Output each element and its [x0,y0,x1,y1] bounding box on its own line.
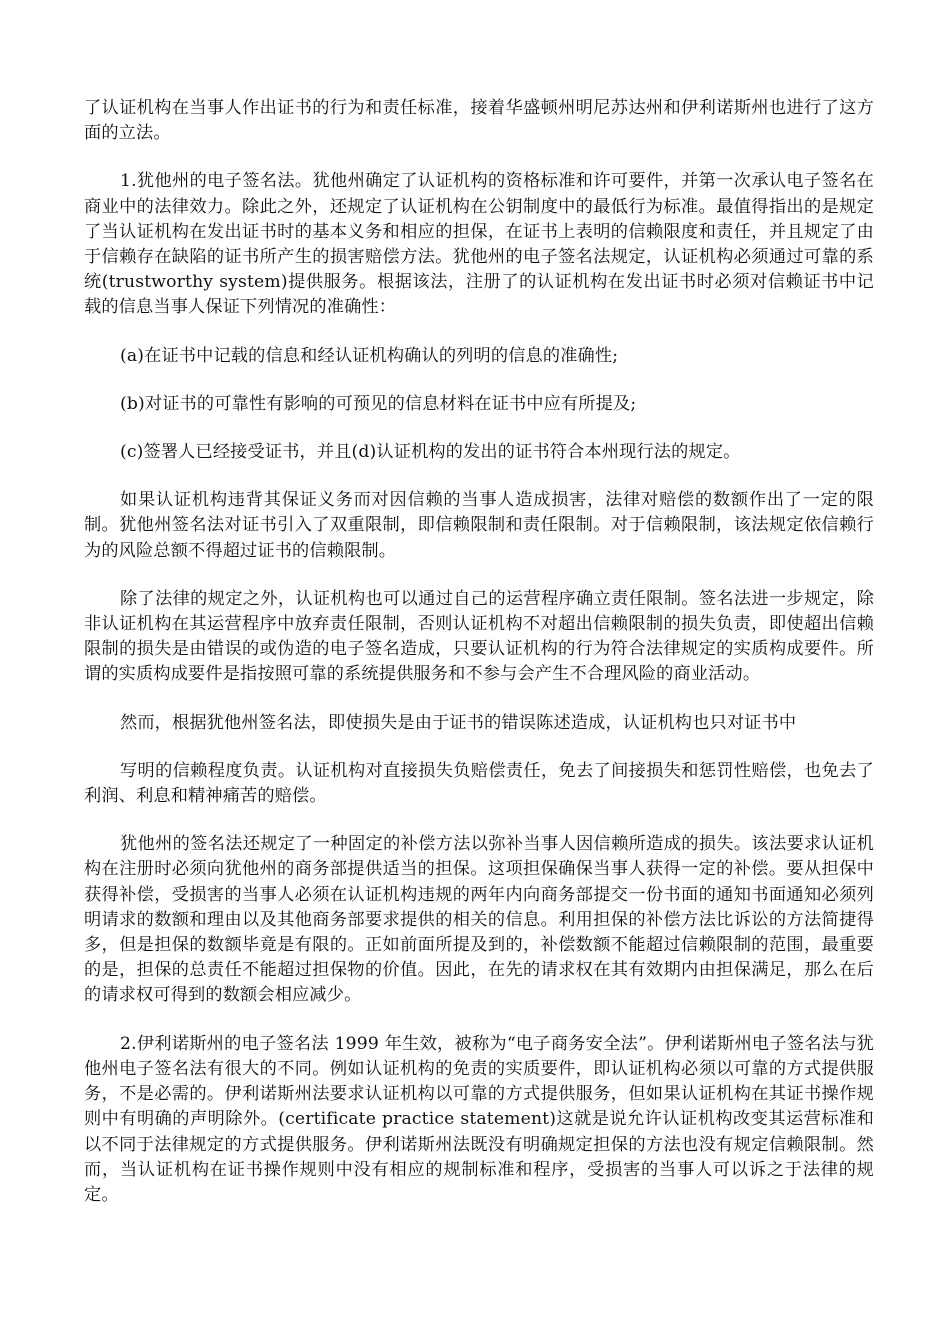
paragraph-intro-continuation: 了认证机构在当事人作出证书的行为和责任标准，接着华盛顿州明尼苏达州和伊利诺斯州也进行了这方面的立法。 [84,98,874,144]
list-item-b: (b)对证书的可靠性有影响的可预见的信息材料在证书中应有所提及; [120,393,637,414]
document-page [84,96,874,1231]
paragraph-operating-procedures: 除了法律的规定之外，认证机构也可以通过自己的运营程序确立责任限制。签名法进一步规定，除非认证机构在其运营程序中放弃责任限制，否则认证机构不对超出信赖限制的损失负责，即使超出信赖限制的损失是由错误的或伪造的电子签名造成，只要认证机构的行为符合法律规定的实质构成要件。所谓的实质构成要件是指按照可靠的系统提供服务和不参与会产生不合理风险的商业活动。 [84,588,874,685]
paragraph-illinois-law: 2.伊利诺斯州的电子签名法 1999 年生效，被称为“电子商务安全法”。伊利诺斯州电子签名法与犹他州电子签名法有很大的不同。例如认证机构的免责的实质要件，即认证机构必须以可靠的方式提供服务，不是必需的。伊利诺斯州法要求认证机构以可靠的方式提供服务，但如果认证机构在其证书操作规则中有明确的声明除外。(certificate practice statement)这就是说允许认证机构改变其运营标准和以不同于法律规定的方式提供服务。伊利诺斯州法既没有明确规定担保的方法也没有规定信赖限制。然而，当认证机构在证书操作规则中没有相应的规制标准和程序，受损害的当事人可以诉之于法律的规定。 [84,1033,874,1205]
paragraph-reliance-degree: 写明的信赖程度负责。认证机构对直接损失负赔偿责任，免去了间接损失和惩罚性赔偿，也免去了利润、利息和精神痛苦的赔偿。 [84,760,874,807]
list-item-c-d: (c)签署人已经接受证书，并且(d)认证机构的发出的证书符合本州现行法的规定。 [120,442,741,463]
list-item-a: (a)在证书中记载的信息和经认证机构确认的列明的信息的准确性; [120,345,619,366]
paragraph-however: 然而，根据犹他州签名法，即使损失是由于证书的错误陈述造成，认证机构也只对证书中 [120,712,797,733]
paragraph-compensation-method: 犹他州的签名法还规定了一种固定的补偿方法以弥补当事人因信赖所造成的损失。该法要求认证机构在注册时必须向犹他州的商务部提供适当的担保。这项担保确保当事人获得一定的补偿。要从担保中获得补偿，受损害的当事人必须在认证机构违规的两年内向商务部提交一份书面的通知书面通知必须列明请求的数额和理由以及其他商务部要求提供的相关的信息。利用担保的补偿方法比诉讼的方法简捷得多，但是担保的数额毕竟是有限的。正如前面所提及到的，补偿数额不能超过信赖限制的范围，最重要的是，担保的总责任不能超过担保物的价值。因此，在先的请求权在其有效期内由担保满足，那么在后的请求权可得到的数额会相应减少。 [84,834,874,1006]
paragraph-utah-law: 1.犹他州的电子签名法。犹他州确定了认证机构的资格标准和许可要件，并第一次承认电子签名在商业中的法律效力。除此之外，还规定了认证机构在公钥制度中的最低行为标准。最值得指出的是规定了当认证机构在发出证书时的基本义务和相应的担保，在证书上表明的信赖限度和责任，并且规定了由于信赖存在缺陷的证书所产生的损害赔偿方法。犹他州的电子签名法规定，认证机构必须通过可靠的系统(trustworthy system)提供服务。根据该法，注册了的认证机构在发出证书时必须对信赖证书中记载的信息当事人保证下列情况的准确性： [84,171,874,318]
paragraph-liability-limits: 如果认证机构违背其保证义务而对因信赖的当事人造成损害，法律对赔偿的数额作出了一定的限制。犹他州签名法对证书引入了双重限制，即信赖限制和责任限制。对于信赖限制，该法规定依信赖行为的风险总额不得超过证书的信赖限制。 [84,490,874,561]
